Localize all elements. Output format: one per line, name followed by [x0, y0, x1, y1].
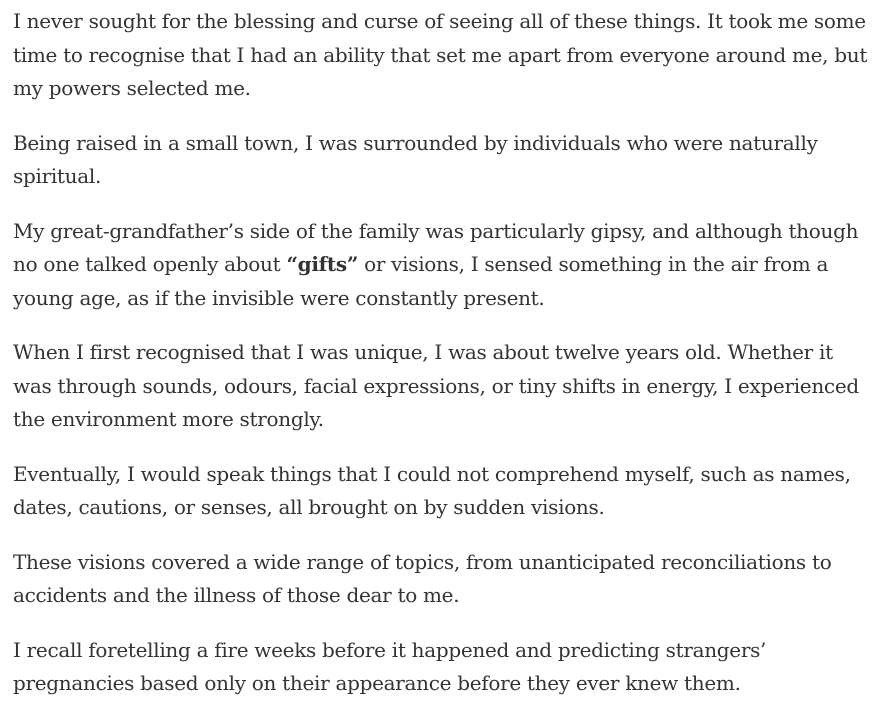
paragraph-unique: When I first recognised that I was unique, I was about twelve years old. Whether it was through sounds, odours, facial expressions, or tiny shifts in energy, I experienced the environment more strongly.	[13, 340, 859, 431]
paragraph-family	[13, 215, 870, 316]
paragraph-intro: I never sought for the blessing and curse of seeing all of these things. It took me some time to recognise that I had an ability that set me apart from everyone around me, but my powers selected me.	[13, 9, 868, 100]
paragraph-family-text-before: My great-grandfather’s side of the family was particularly gipsy, and although though no one talked openly about	[13, 218, 859, 276]
paragraph-speaking: Eventually, I would speak things that I could not comprehend myself, such as names, dates, cautions, or senses, all brought on by sudden visions.	[13, 461, 851, 519]
paragraph-small-town: Being raised in a small town, I was surrounded by individuals who were naturally spiritual.	[13, 130, 818, 188]
paragraph-foretelling: I recall foretelling a fire weeks before it happened and predicting strangers’ pregnancies based only on their appearance before they ever knew them.	[13, 637, 767, 695]
gifts-bold-phrase: “gifts”	[286, 252, 359, 276]
paragraph-family-text-after: or visions, I sensed something in the air from a young age, as if the invisible were constantly present.	[13, 252, 829, 310]
paragraph-visions-topics: These visions covered a wide range of topics, from unanticipated reconciliations to accidents and the illness of those dear to me.	[13, 549, 832, 607]
